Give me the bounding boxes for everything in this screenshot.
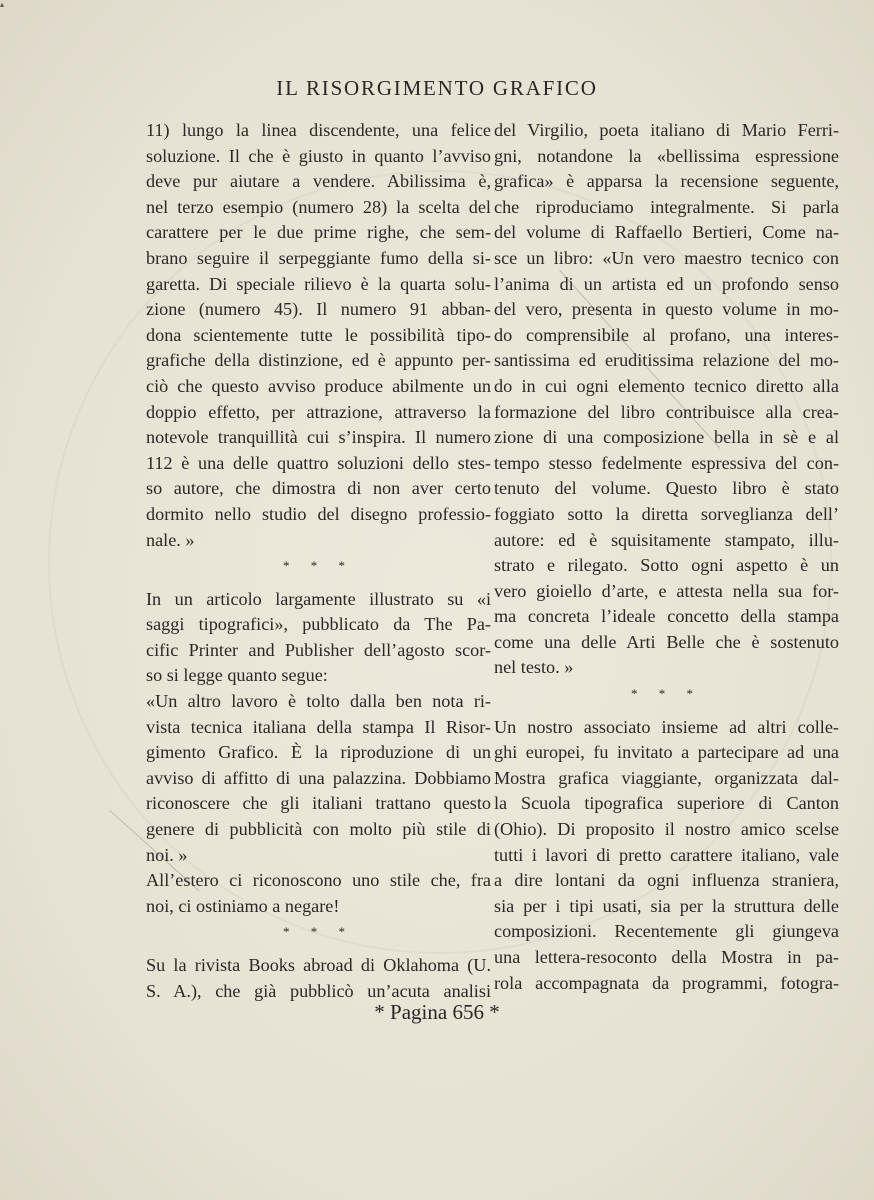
- text-line: S. A.), che già pubblicò un’acuta analisi: [146, 980, 491, 1001]
- text-line: so si legge quanto segue:: [146, 665, 328, 686]
- text-line: brano seguire il serpeggiante fumo della si-: [146, 247, 491, 268]
- text-line: sia per i tipi usati, sia per la struttura delle: [494, 895, 839, 916]
- corner-mark-icon: ▴: [0, 0, 5, 9]
- text-line: che riproduciamo integralmente. Si parla: [494, 196, 839, 217]
- text-line: «Un altro lavoro è tolto dalla ben nota ri-: [146, 691, 491, 712]
- quote-paragraph: [146, 689, 491, 868]
- paragraph: [494, 118, 839, 681]
- paragraph: [146, 118, 491, 553]
- text-line: sce un libro: «Un vero maestro tecnico con: [494, 247, 839, 268]
- text-line: tempo stesso fedelmente espressiva del con-: [494, 452, 839, 473]
- text-line: dormito nello studio del disegno professio-: [146, 503, 491, 524]
- text-line: santissima ed eruditissima relazione del mo-: [494, 350, 839, 371]
- text-line: foggiato sotto la diretta sorveglianza dell’: [494, 503, 839, 524]
- text-line: carattere per le due prime righe, che sem-: [146, 222, 491, 243]
- text-line: rola accompagnata da programmi, fotogra-: [494, 972, 839, 993]
- section-divider: * * *: [283, 558, 354, 574]
- text-line: nale. »: [146, 529, 195, 550]
- text-line: vista tecnica italiana della stampa Il Risor-: [146, 716, 491, 737]
- text-line: 112 è una delle quattro soluzioni dello stes-: [146, 452, 491, 473]
- text-line: gni, notandone la «bellissima espressione: [494, 145, 839, 166]
- text-line: grafica» è apparsa la recensione seguente,: [494, 171, 839, 192]
- text-line: del vero, presenta in questo volume in mo-: [494, 299, 839, 320]
- text-line: ciò che questo avviso produce abilmente un: [146, 375, 491, 396]
- text-line: tenuto del volume. Questo libro è stato: [494, 478, 839, 499]
- text-line: Su la rivista Books abroad di Oklahoma (U.: [146, 955, 491, 975]
- text-line: strato e rilegato. Sotto ogni aspetto è un: [494, 555, 839, 576]
- text-line: ghi europei, fu invitato a partecipare ad una: [494, 742, 839, 763]
- text-line: All’estero ci riconoscono uno stile che, fra: [146, 870, 491, 891]
- text-line: del volume di Raffaello Bertieri, Come na-: [494, 222, 839, 243]
- text-line: a dire lontani da ogni influenza straniera,: [494, 870, 839, 891]
- text-line: nel terzo esempio (numero 28) la scelta del: [146, 196, 491, 217]
- text-line: gimento Grafico. È la riproduzione di un: [146, 742, 491, 763]
- text-line: riconoscere che gli italiani trattano questo: [146, 793, 491, 814]
- text-line: genere di pubblicità con molto più stile di: [146, 819, 491, 840]
- text-line: soluzione. Il che è giusto in quanto l’avviso: [146, 145, 491, 166]
- text-line: noi, ci ostiniamo a negare!: [146, 895, 340, 916]
- text-line: autore: ed è squisitamente stampato, illu-: [494, 529, 839, 550]
- text-line: zione di una composizione bella in sè e al: [494, 427, 839, 448]
- text-line: grafiche della distinzione, ed è appunto per-: [146, 350, 491, 371]
- text-line: noi. »: [146, 844, 188, 865]
- text-line: nel testo. »: [494, 657, 574, 678]
- text-line: (Ohio). Di proposito il nostro amico scelse: [494, 819, 839, 840]
- text-line: l’anima di un artista ed un profondo senso: [494, 273, 839, 294]
- running-header: IL RISORGIMENTO GRAFICO: [276, 76, 598, 100]
- text-line: do comprensibile al profano, una interes-: [494, 324, 839, 345]
- text-line: tutti i lavori di pretto carattere italiano, vale: [494, 844, 839, 865]
- right-column: [494, 118, 839, 996]
- text-line: notevole tranquillità cui s’inspira. Il numero: [146, 427, 491, 448]
- text-line: Mostra grafica viaggiante, organizzata dal-: [494, 767, 839, 788]
- paragraph: [146, 868, 491, 919]
- section-divider: * * *: [283, 924, 354, 940]
- paragraph: [494, 715, 839, 997]
- text-line: avviso di affitto di una palazzina. Dobbiamo: [146, 767, 491, 788]
- text-line: deve pur aiutare a vendere. Abilissima è,: [146, 171, 491, 192]
- text-line: cific Printer and Publisher dell’agosto scor-: [146, 639, 491, 660]
- text-line: formazione del libro contribuisce alla crea-: [494, 401, 839, 422]
- text-line: dona scientemente tutte le possibilità tipo-: [146, 324, 491, 345]
- text-line: come una delle Arti Belle che è sostenuto: [494, 631, 839, 652]
- text-line: zione (numero 45). Il numero 91 abban-: [146, 299, 491, 320]
- text-line: vero gioiello d’arte, e attesta nella sua for-: [494, 580, 839, 601]
- text-line: do in cui ogni elemento tecnico diretto alla: [494, 375, 839, 396]
- text-line: una lettera-resoconto della Mostra in pa-: [494, 947, 839, 967]
- text-line: doppio effetto, per attrazione, attraverso la: [146, 401, 491, 422]
- text-line: garetta. Di speciale rilievo è la quarta solu-: [146, 273, 491, 294]
- text-line: saggi tipografici», pubblicato da The Pa-: [146, 614, 491, 635]
- text-line: so autore, che dimostra di non aver certo: [146, 478, 491, 499]
- text-line: composizioni. Recentemente gli giungeva: [494, 921, 839, 942]
- text-line: ma concreta l’ideale concetto della stampa: [494, 606, 839, 627]
- text-line: In un articolo largamente illustrato su «i: [146, 588, 491, 609]
- left-column: [146, 118, 491, 1004]
- page-number: * Pagina 656 *: [374, 1000, 500, 1024]
- paragraph: [146, 587, 491, 689]
- text-line: 11) lungo la linea discendente, una felice: [146, 120, 491, 140]
- paragraph: [146, 953, 491, 1004]
- text-line: la Scuola tipografica superiore di Canton: [494, 793, 839, 814]
- text-line: del Virgilio, poeta italiano di Mario Ferri-: [494, 120, 839, 140]
- section-divider: * * *: [631, 686, 702, 702]
- text-line: Un nostro associato insieme ad altri colle-: [494, 716, 839, 737]
